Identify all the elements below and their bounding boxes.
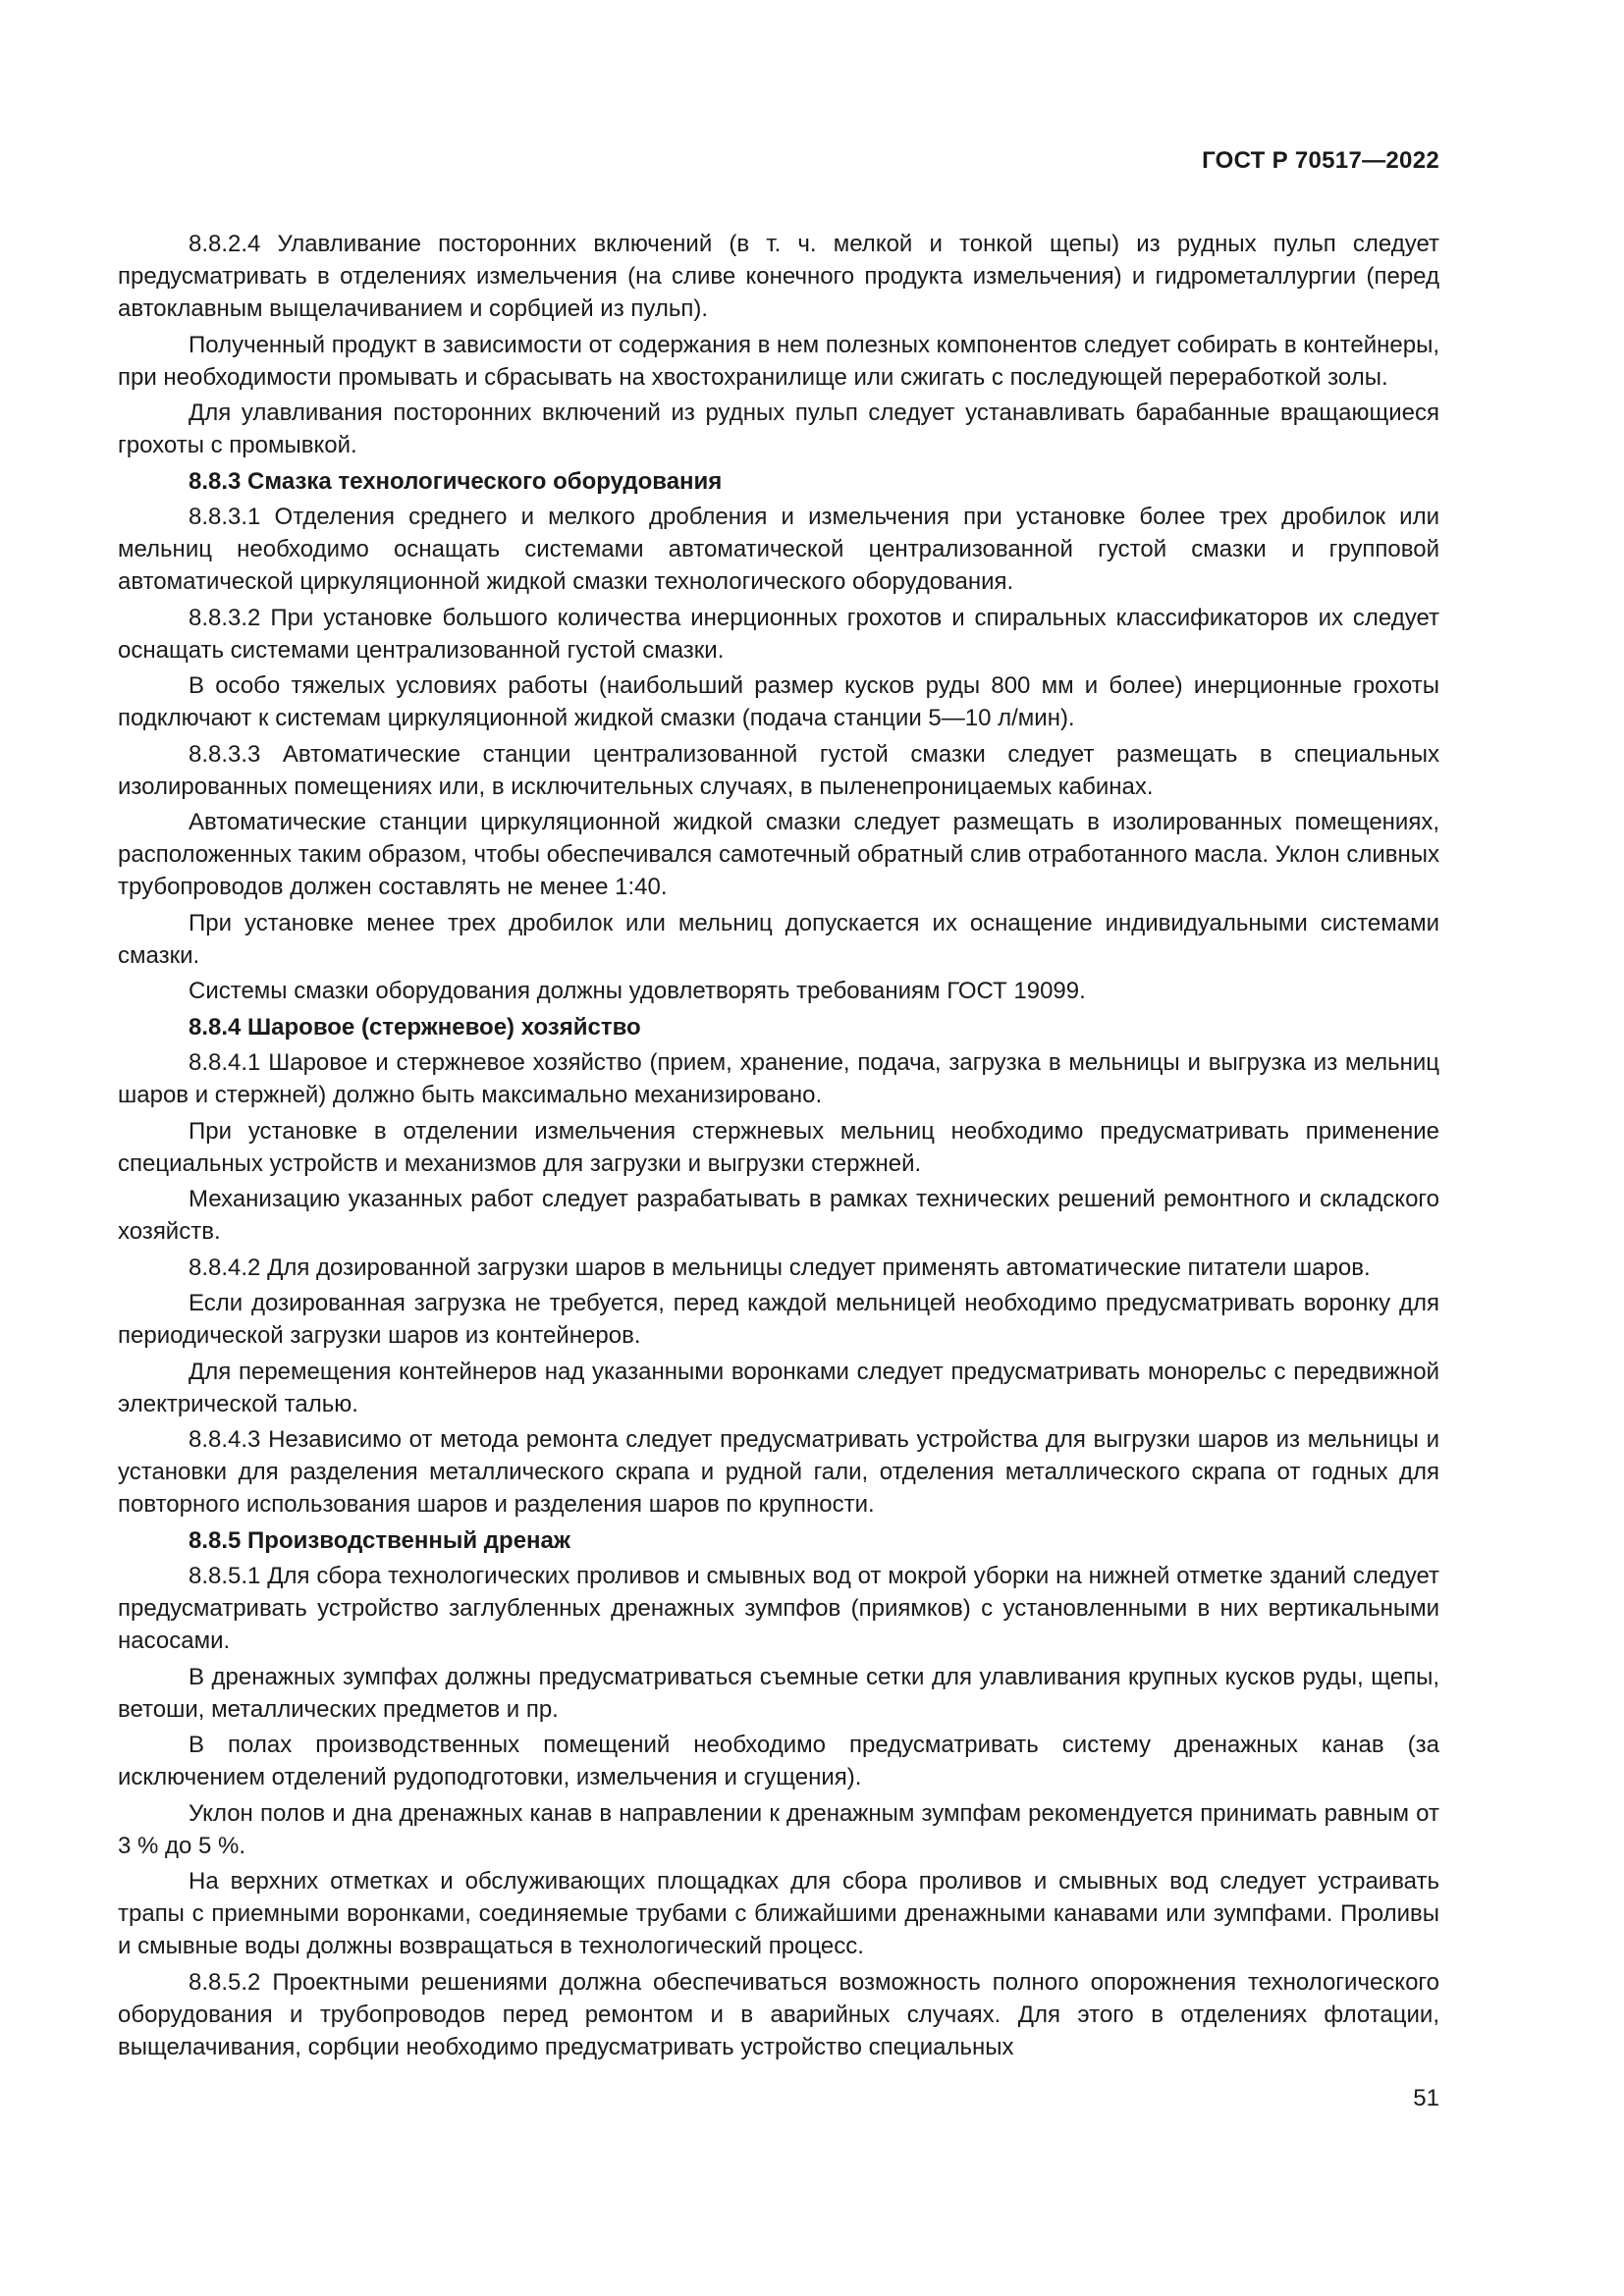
body-paragraph: При установке менее трех дробилок или мельниц допускается их оснащение индивидуальными системами смазки. bbox=[118, 909, 1439, 969]
body-paragraph: 8.8.3.1 Отделения среднего и мелкого дробления и измельчения при установке более трех дробилок или мельниц необходимо оснащать системами автоматической централизованной густой смазки и групповой автоматической циркуляционной жидкой смазки технологического оборудования. bbox=[118, 504, 1439, 595]
body-paragraph: 8.8.2.4 Улавливание посторонних включений (в т. ч. мелкой и тонкой щепы) из рудных пульп следует предусматривать в отделениях измельчения (на сливе конечного продукта измельчения) и гидрометаллургии (перед автоклавным выщелачиванием и сорбцией из пульп). bbox=[118, 231, 1439, 322]
body-paragraph: Уклон полов и дна дренажных канав в направлении к дренажным зумпфам рекомендуется принимать равным от 3 % до 5 %. bbox=[118, 1799, 1439, 1859]
body-paragraph: 8.8.4.3 Независимо от метода ремонта следует предусматривать устройства для выгрузки шаров из мельницы и установки для разделения металлического скрапа и рудной гали, отделения металлического скрапа от годных для повторного использования шаров и разделения шаров по крупности. bbox=[118, 1426, 1439, 1518]
document-body bbox=[118, 228, 1439, 2066]
section-heading: 8.8.3 Смазка технологического оборудования bbox=[189, 467, 723, 495]
body-paragraph: Для улавливания посторонних включений из рудных пульп следует устанавливать барабанные вращающиеся грохоты с промывкой. bbox=[118, 400, 1439, 458]
body-paragraph: Автоматические станции циркуляционной жидкой смазки следует размещать в изолированных помещениях, расположенных таким образом, чтобы обеспечивался самотечный обратный слив отработанного масла. Уклон сливных трубопроводов должен составлять не менее 1:40. bbox=[118, 809, 1439, 900]
body-paragraph: При установке в отделении измельчения стержневых мельниц необходимо предусматривать применение специальных устройств и механизмов для загрузки и выгрузки стержней. bbox=[118, 1117, 1439, 1177]
document-header: ГОСТ Р 70517—2022 bbox=[1202, 147, 1439, 174]
body-paragraph: 8.8.5.1 Для сбора технологических проливов и смывных вод от мокрой уборки на нижней отметке зданий следует предусматривать устройство заглубленных дренажных зумпфов (приямков) с установленными в них вертикальными насосами. bbox=[118, 1563, 1439, 1654]
body-paragraph: В дренажных зумпфах должны предусматриваться съемные сетки для улавливания крупных кусков руды, щепы, ветоши, металлических предметов и пр. bbox=[118, 1663, 1439, 1723]
section-heading: 8.8.4 Шаровое (стержневое) хозяйство bbox=[189, 1013, 641, 1041]
body-paragraph: Полученный продукт в зависимости от содержания в нем полезных компонентов следует собирать в контейнеры, при необходимости промывать и сбрасывать на хвостохранилище или сжигать с последующей переработкой золы. bbox=[118, 331, 1439, 391]
body-paragraph: Для перемещения контейнеров над указанными воронками следует предусматривать монорельс с передвижной электрической талью. bbox=[118, 1358, 1439, 1417]
body-paragraph: 8.8.3.3 Автоматические станции централизованной густой смазки следует размещать в специальных изолированных помещениях или, в исключительных случаях, в пыленепроницаемых кабинах. bbox=[118, 740, 1439, 800]
body-paragraph: В полах производственных помещений необходимо предусматривать систему дренажных канав (за исключением отделений рудоподготовки, измельчения и сгущения). bbox=[118, 1732, 1439, 1790]
page-number: 51 bbox=[1413, 2085, 1439, 2111]
body-paragraph: 8.8.3.2 При установке большого количества инерционных грохотов и спиральных классификаторов их следует оснащать системами централизованной густой смазки. bbox=[118, 604, 1439, 664]
body-paragraph: На верхних отметках и обслуживающих площадках для сбора проливов и смывных вод следует устраивать трапы с приемными воронками, соединяемые трубами с ближайшими дренажными канавами или зумпфами. Проливы и смывные воды должны возвращаться в технологический процесс. bbox=[118, 1868, 1439, 1959]
body-paragraph: Механизацию указанных работ следует разрабатывать в рамках технических решений ремонтного и складского хозяйств. bbox=[118, 1186, 1439, 1245]
body-paragraph: 8.8.4.2 Для дозированной загрузки шаров в мельницы следует применять автоматические питатели шаров. bbox=[189, 1254, 1371, 1281]
body-paragraph: Системы смазки оборудования должны удовлетворять требованиям ГОСТ 19099. bbox=[189, 978, 1086, 1004]
body-paragraph: 8.8.5.2 Проектными решениями должна обеспечиваться возможность полного опорожнения технологического оборудования и трубопроводов перед ремонтом и в аварийных случаях. Для этого в отделениях флотации, выщелачивания, сорбции необходимо предусматривать устройство специальных bbox=[118, 1968, 1439, 2060]
section-heading: 8.8.5 Производственный дренаж bbox=[189, 1526, 570, 1554]
body-paragraph: В особо тяжелых условиях работы (наибольший размер кусков руды 800 мм и более) инерционные грохоты подключают к системам циркуляционной жидкой смазки (подача станции 5—10 л/мин). bbox=[118, 672, 1439, 731]
body-paragraph: Если дозированная загрузка не требуется, перед каждой мельницей необходимо предусматривать воронку для периодической загрузки шаров из контейнеров. bbox=[118, 1290, 1439, 1349]
body-paragraph: 8.8.4.1 Шаровое и стержневое хозяйство (прием, хранение, подача, загрузка в мельницы и выгрузка из мельниц шаров и стержней) должно быть максимально механизировано. bbox=[118, 1049, 1439, 1108]
